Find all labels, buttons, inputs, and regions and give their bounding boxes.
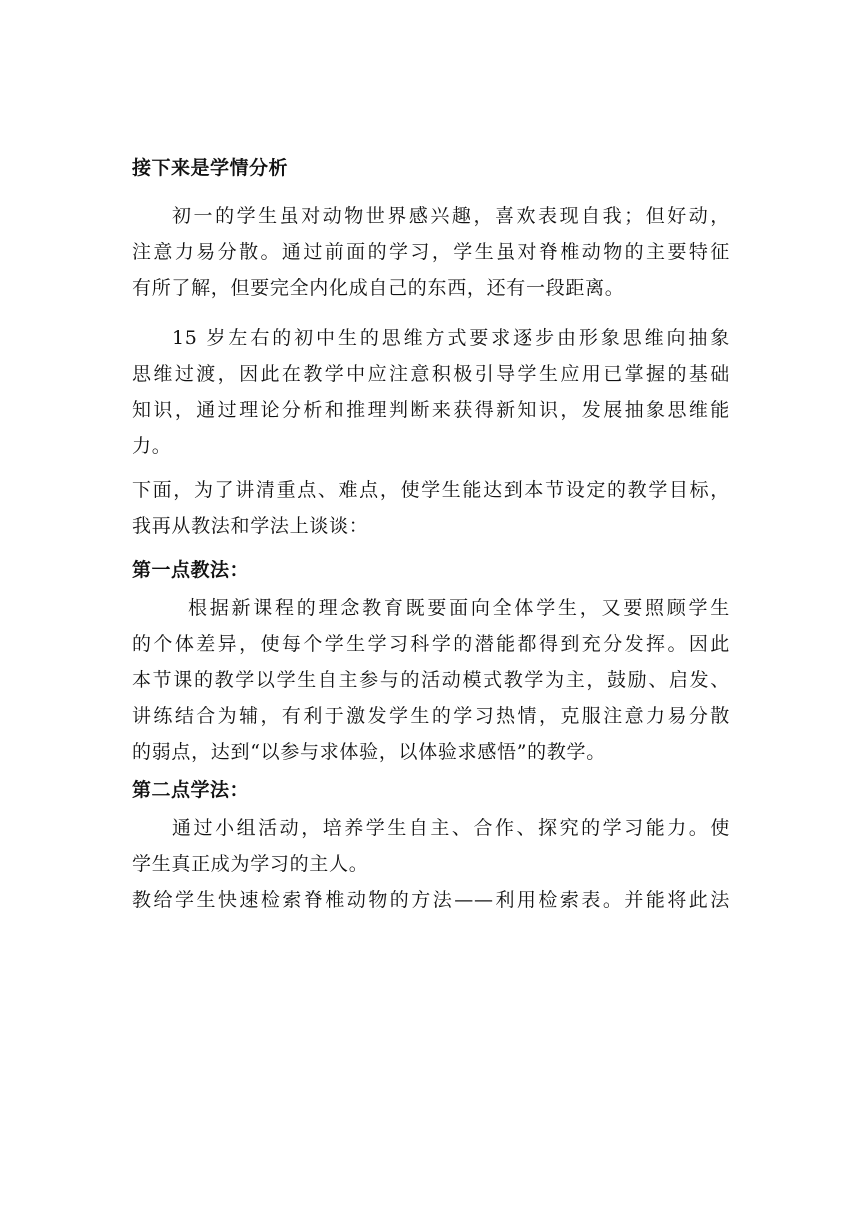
paragraph-line: 的个体差异，使每个学生学习科学的潜能都得到充分发挥。因此 xyxy=(132,633,730,655)
paragraph-transition xyxy=(132,472,730,544)
paragraph-line: 15 岁左右的初中生的思维方式要求逐步由形象思维向抽象 xyxy=(172,327,730,349)
heading-teaching-method: 第一点教法： xyxy=(132,559,250,581)
paragraph-group-activity xyxy=(132,810,730,882)
paragraph-thinking-mode xyxy=(132,320,730,464)
paragraph-line: 我再从教法和学法上谈谈： xyxy=(132,515,369,537)
paragraph-line: 下面，为了讲清重点、难点，使学生能达到本节设定的教学目标， xyxy=(132,479,730,501)
paragraph-teaching-method xyxy=(132,590,730,770)
paragraph-student-interest xyxy=(132,198,730,306)
paragraph-line: 讲练结合为辅，有利于激发学生的学习热情，克服注意力易分散 xyxy=(132,705,730,727)
paragraph-line: 思维过渡，因此在教学中应注意积极引导学生应用已掌握的基础 xyxy=(132,363,730,385)
paragraph-line: 的弱点，达到“以参与求体验，以体验求感悟”的教学。 xyxy=(132,741,606,763)
document-body xyxy=(132,150,730,918)
paragraph-line: 通过小组活动，培养学生自主、合作、探究的学习能力。使 xyxy=(172,817,730,839)
paragraph-line: 本节课的教学以学生自主参与的活动模式教学为主，鼓励、启发、 xyxy=(132,669,730,691)
heading-learning-method: 第二点学法： xyxy=(132,779,250,801)
paragraph-line: 知识，通过理论分析和推理判断来获得新知识，发展抽象思维能 xyxy=(132,399,730,421)
paragraph-search-table xyxy=(132,882,730,918)
paragraph-line: 教给学生快速检索脊椎动物的方法——利用检索表。并能将此法 xyxy=(132,889,730,911)
paragraph-line: 初一的学生虽对动物世界感兴趣，喜欢表现自我；但好动， xyxy=(172,205,730,227)
paragraph-line: 注意力易分散。通过前面的学习，学生虽对脊椎动物的主要特征 xyxy=(132,241,730,263)
heading-learning-analysis: 接下来是学情分析 xyxy=(132,157,289,179)
paragraph-line: 有所了解，但要完全内化成自己的东西，还有一段距离。 xyxy=(132,277,625,299)
paragraph-line: 力。 xyxy=(132,435,172,457)
paragraph-line: 根据新课程的理念教育既要面向全体学生，又要照顾学生 xyxy=(188,597,730,619)
paragraph-line: 学生真正成为学习的主人。 xyxy=(132,853,369,875)
